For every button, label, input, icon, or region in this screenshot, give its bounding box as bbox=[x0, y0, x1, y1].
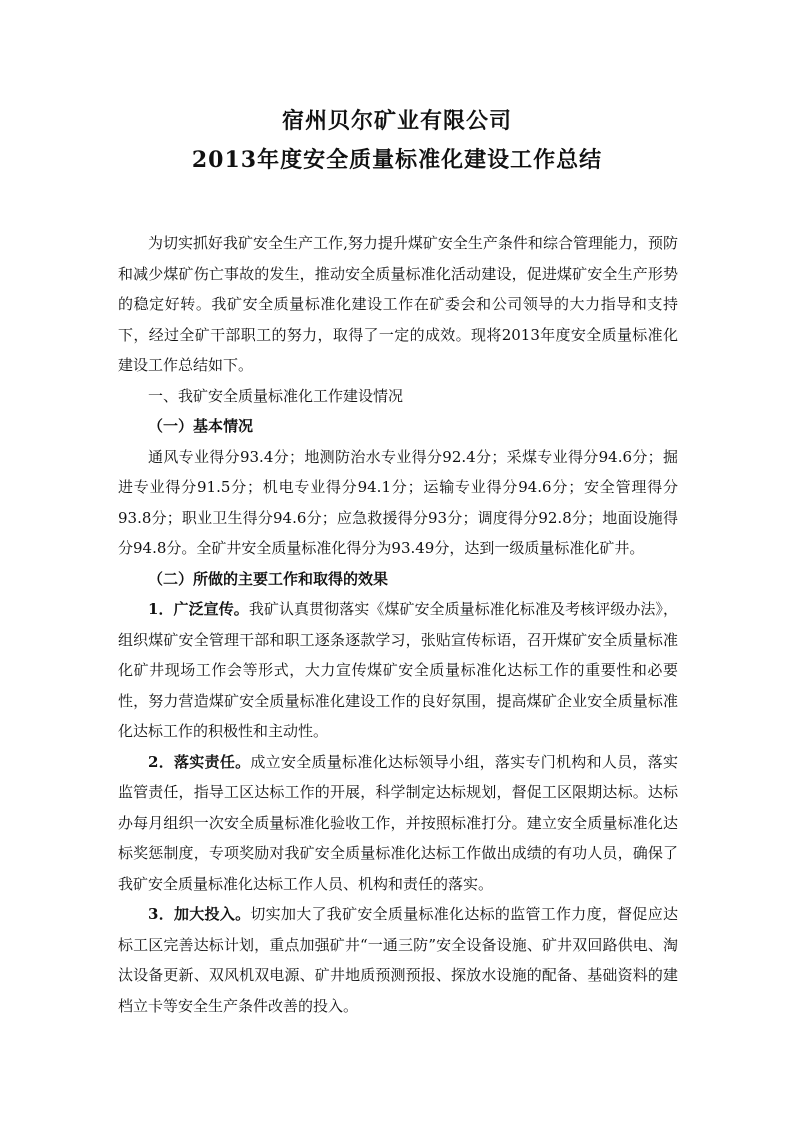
item-paragraph-investment bbox=[118, 899, 678, 1021]
document-subtitle: 2013年度安全质量标准化建设工作总结 bbox=[191, 147, 603, 173]
item-lead-investment: 3．加大投入。 bbox=[148, 905, 251, 923]
item-paragraph-publicity bbox=[118, 594, 678, 747]
item-lead-responsibility: 2．落实责任。 bbox=[148, 752, 251, 771]
subsection-heading-work: （二）所做的主要工作和取得的效果 bbox=[148, 569, 389, 588]
item-paragraph-responsibility bbox=[118, 747, 678, 900]
scores-paragraph: 通风专业得分93.4分；地测防治水专业得分92.4分；采煤专业得分94.6分；掘进专业得分91.5分；机电专业得分94.1分；运输专业得分94.6分；安全管理得分93.8分；职业卫生得分94.6分；应急救援得分93分；调度得分92.8分；地面设施得分94.8分。全矿井安全质量标准化得分为93.49分，达到一级质量标准化矿井。 bbox=[118, 447, 678, 557]
document-title: 宿州贝尔矿业有限公司 bbox=[281, 108, 512, 134]
item-body-publicity: 我矿认真贯彻落实《煤矿安全质量标准化标准及考核评级办法》，组织煤矿安全管理干部和职工逐条逐款学习，张贴宣传标语，召开煤矿安全质量标准化矿井现场工作会等形式，大力宣传煤矿安全质量标准化达标工作的重要性和必要性，努力营造煤矿安全质量标准化建设工作的良好氛围，提高煤矿企业安全质量标准化达标工作的积极性和主动性。 bbox=[118, 600, 678, 740]
subsection-heading-basic: （一）基本情况 bbox=[148, 417, 254, 435]
item-lead-publicity: 1．广泛宣传。 bbox=[148, 600, 249, 618]
item-body-investment: 切实加大了我矿安全质量标准化达标的监管工作力度，督促应达标工区完善达标计划，重点加强矿井“一通三防”安全设备设施、矿井双回路供电、淘汰设备更新、双风机双电源、矿井地质预测预报、探放水设施的配备、基础资料的建档立卡等安全生产条件改善的投入。 bbox=[118, 905, 678, 1015]
item-body-responsibility: 成立安全质量标准化达标领导小组，落实专门机构和人员，落实监管责任，指导工区达标工作的开展，科学制定达标规划，督促工区限期达标。达标办每月组织一次安全质量标准化验收工作，并按照标准打分。建立安全质量标准化达标奖惩制度，专项奖励对我矿安全质量标准化达标工作做出成绩的有功人员，确保了我矿安全质量标准化达标工作人员、机构和责任的落实。 bbox=[118, 752, 678, 893]
intro-paragraph: 为切实抓好我矿安全生产工作,努力提升煤矿安全生产条件和综合管理能力，预防和减少煤矿伤亡事故的发生，推动安全质量标准化活动建设，促进煤矿安全生产形势的稳定好转。我矿安全质量标准化建设工作在矿委会和公司领导的大力指导和支持下，经过全矿干部职工的努力，取得了一定的成效。现将2013年度安全质量标准化建设工作总结如下。 bbox=[118, 234, 678, 374]
document-body bbox=[118, 228, 678, 1021]
section-heading: 一、我矿安全质量标准化工作建设情况 bbox=[148, 386, 404, 405]
